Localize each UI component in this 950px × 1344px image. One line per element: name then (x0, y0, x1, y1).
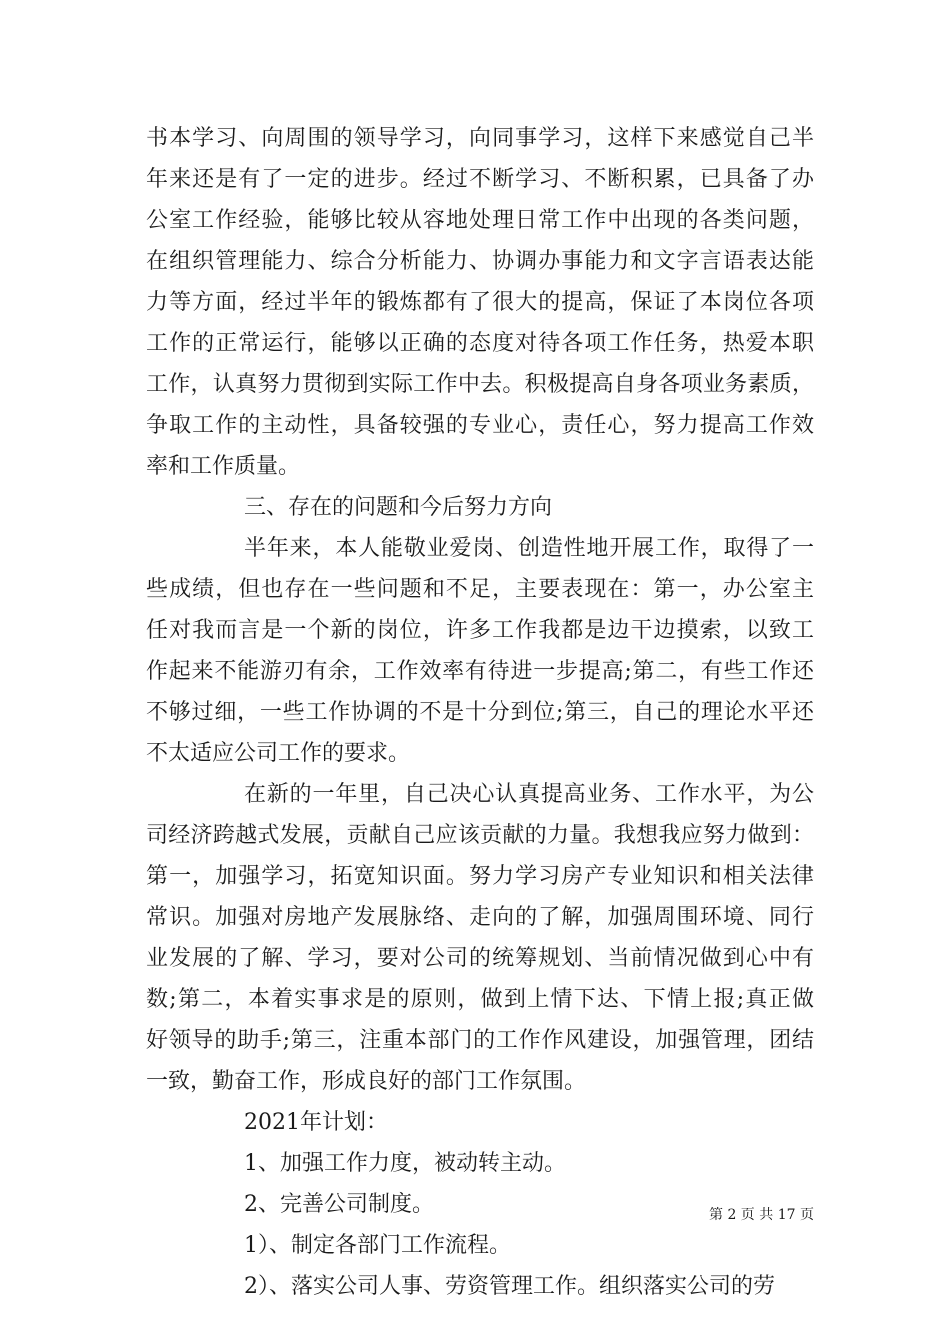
body-line: 作起来不能游刃有余，工作效率有待进一步提高;第二，有些工作还 (146, 659, 814, 684)
plan-heading: 2021年计划： (244, 1110, 388, 1135)
body-line: 业发展的了解、学习，要对公司的统筹规划、当前情况做到心中有 (146, 946, 814, 971)
body-line: 书本学习、向周围的领导学习，向同事学习，这样下来感觉自己半 (146, 126, 814, 151)
body-line: 不太适应公司工作的要求。 (146, 741, 411, 766)
body-line: 年来还是有了一定的进步。经过不断学习、不断积累，已具备了办 (146, 167, 814, 192)
plan-subitem: 2）、落实公司人事、劳资管理工作。组织落实公司的劳 (244, 1274, 775, 1299)
body-line: 在新的一年里，自己决心认真提高业务、工作水平，为公 (244, 782, 814, 807)
body-line: 一致，勤奋工作，形成良好的部门工作氛围。 (146, 1069, 587, 1094)
body-line: 司经济跨越式发展，贡献自己应该贡献的力量。我想我应努力做到： (146, 823, 814, 848)
body-line: 在组织管理能力、综合分析能力、协调办事能力和文字言语表达能 (146, 249, 814, 274)
document-body (146, 118, 814, 1307)
body-line: 争取工作的主动性，具备较强的专业心，责任心，努力提高工作效 (146, 413, 814, 438)
body-line: 常识。加强对房地产发展脉络、走向的了解，加强周围环境、同行 (146, 905, 814, 930)
body-line: 第一，加强学习，拓宽知识面。努力学习房产专业知识和相关法律 (146, 864, 814, 889)
body-line: 力等方面，经过半年的锻炼都有了很大的提高，保证了本岗位各项 (146, 290, 814, 315)
body-line: 工作，认真努力贯彻到实际工作中去。积极提高自身各项业务素质， (146, 372, 814, 397)
body-line: 数;第二，本着实事求是的原则，做到上情下达、下情上报;真正做 (146, 987, 814, 1012)
body-line: 率和工作质量。 (146, 454, 301, 479)
plan-item: 1、加强工作力度，被动转主动。 (244, 1151, 566, 1176)
body-line: 不够过细，一些工作协调的不是十分到位;第三，自己的理论水平还 (146, 700, 814, 725)
body-line: 公室工作经验，能够比较从容地处理日常工作中出现的各类问题， (146, 208, 814, 233)
plan-item: 2、完善公司制度。 (244, 1192, 434, 1217)
body-line: 些成绩，但也存在一些问题和不足，主要表现在：第一，办公室主 (146, 577, 814, 602)
body-line: 好领导的助手;第三，注重本部门的工作作风建设，加强管理，团结 (146, 1028, 814, 1053)
body-line: 半年来，本人能敬业爱岗、创造性地开展工作，取得了一 (244, 536, 814, 561)
body-line: 工作的正常运行，能够以正确的态度对待各项工作任务，热爱本职 (146, 331, 814, 356)
plan-subitem: 1）、制定各部门工作流程。 (244, 1233, 511, 1258)
body-line: 任对我而言是一个新的岗位，许多工作我都是边干边摸索，以致工 (146, 618, 814, 643)
section-heading: 三、存在的问题和今后努力方向 (244, 495, 553, 520)
page-number: 第 2 页 共 17 页 (709, 1207, 814, 1223)
